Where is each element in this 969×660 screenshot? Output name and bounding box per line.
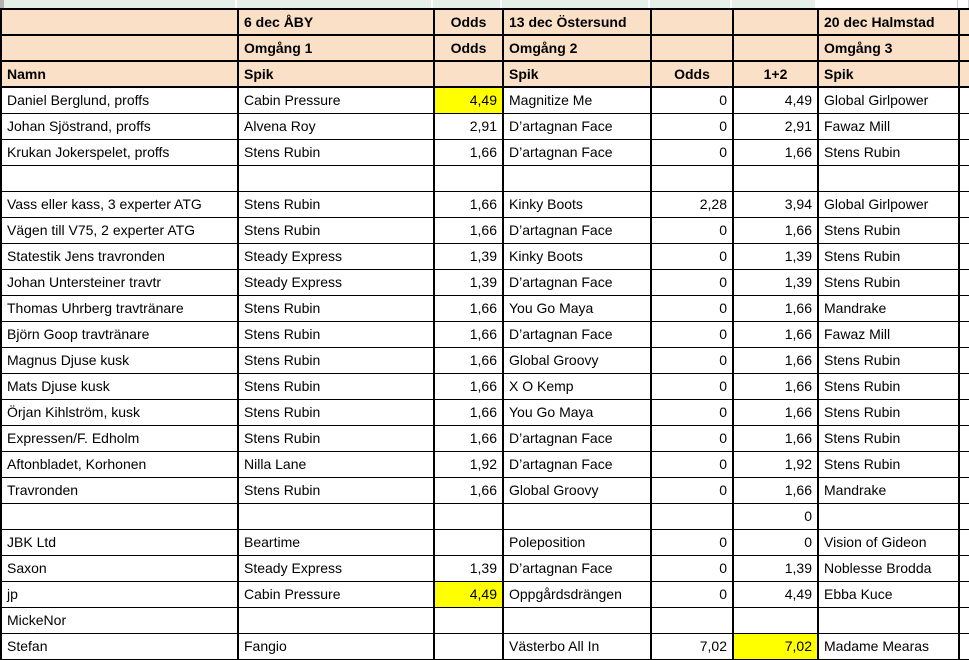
cell-odds-omgang1[interactable]: 1,66 xyxy=(434,373,503,399)
cell-odds-omgang1[interactable] xyxy=(434,607,503,633)
table-row xyxy=(1,373,969,399)
header-cell-spik2[interactable]: Spik xyxy=(503,61,651,87)
cell-namn[interactable]: Stefan xyxy=(1,633,238,659)
cell-namn[interactable]: JBK Ltd xyxy=(1,529,238,555)
header-cell-blank[interactable] xyxy=(1,9,238,35)
cell-spik-omgang3[interactable]: Stens Rubin xyxy=(818,451,959,477)
cell-spik-omgang1[interactable]: Stens Rubin xyxy=(238,139,434,165)
table-row xyxy=(1,321,969,347)
cell-spik-omgang2[interactable]: Kinky Boots xyxy=(503,243,651,269)
header-cell-round3-date[interactable]: 20 dec Halmstad xyxy=(818,9,959,35)
cell-spik-omgang3[interactable] xyxy=(818,165,959,191)
cell-spik-omgang2[interactable]: D’artagnan Face xyxy=(503,139,651,165)
cell-odds-omgang1[interactable]: 1,66 xyxy=(434,477,503,503)
cell-spik-omgang1[interactable]: Stens Rubin xyxy=(238,399,434,425)
cell-spik-omgang3[interactable]: Stens Rubin xyxy=(818,399,959,425)
cell-spik-omgang3[interactable]: Stens Rubin xyxy=(818,425,959,451)
cell-cutoff xyxy=(959,269,969,295)
cell-1plus2[interactable] xyxy=(733,607,818,633)
table-row xyxy=(1,243,969,269)
header-cell-blank[interactable] xyxy=(733,35,818,61)
cell-namn[interactable]: Vägen till V75, 2 experter ATG xyxy=(1,217,238,243)
cell-spik-omgang2[interactable]: Oppgårdsdrängen xyxy=(503,581,651,607)
cell-odds-omgang2[interactable]: 0 xyxy=(651,373,733,399)
header-cell-round3-label[interactable]: Omgång 3 xyxy=(818,35,959,61)
cell-spik-omgang1[interactable]: Steady Express xyxy=(238,243,434,269)
cell-spik-omgang2[interactable]: Poleposition xyxy=(503,529,651,555)
table-row xyxy=(1,581,969,607)
cell-cutoff xyxy=(959,139,969,165)
cell-spik-omgang3[interactable]: Stens Rubin xyxy=(818,217,959,243)
cell-odds-omgang1[interactable]: 1,66 xyxy=(434,295,503,321)
partial-cell xyxy=(237,0,433,8)
cell-spik-omgang1[interactable] xyxy=(238,607,434,633)
cell-spik-omgang1[interactable]: Nilla Lane xyxy=(238,451,434,477)
header-cell-round1-label[interactable]: Omgång 1 xyxy=(238,35,434,61)
cell-spik-omgang1[interactable]: Stens Rubin xyxy=(238,295,434,321)
table-row xyxy=(1,425,969,451)
cell-spik-omgang3[interactable]: Stens Rubin xyxy=(818,347,959,373)
cell-1plus2[interactable]: 1,39 xyxy=(733,269,818,295)
cell-spik-omgang2[interactable]: X O Kemp xyxy=(503,373,651,399)
cell-namn[interactable] xyxy=(1,165,238,191)
partial-cell xyxy=(4,0,237,8)
cell-cutoff xyxy=(959,451,969,477)
cell-odds-omgang2[interactable]: 0 xyxy=(651,269,733,295)
header-cell-round2-date[interactable]: 13 dec Östersund xyxy=(503,9,651,35)
cell-spik-omgang2[interactable] xyxy=(503,503,651,529)
cell-namn[interactable] xyxy=(1,503,238,529)
table-row xyxy=(1,269,969,295)
cell-odds-omgang2[interactable]: 0 xyxy=(651,295,733,321)
cell-spik-omgang3[interactable]: Stens Rubin xyxy=(818,139,959,165)
cell-cutoff xyxy=(959,633,969,659)
cell-spik-omgang3[interactable]: Madame Mearas xyxy=(818,633,959,659)
cell-spik-omgang2[interactable]: D’artagnan Face xyxy=(503,269,651,295)
cell-cutoff xyxy=(959,581,969,607)
cell-namn[interactable]: Travronden xyxy=(1,477,238,503)
betting-picks-table xyxy=(0,8,969,660)
cell-namn[interactable]: Daniel Berglund, proffs xyxy=(1,87,238,113)
cell-odds-omgang2[interactable] xyxy=(651,607,733,633)
cell-spik-omgang2[interactable]: D’artagnan Face xyxy=(503,555,651,581)
cell-namn[interactable]: Saxon xyxy=(1,555,238,581)
cell-spik-omgang2[interactable]: D’artagnan Face xyxy=(503,321,651,347)
cell-namn[interactable]: Magnus Djuse kusk xyxy=(1,347,238,373)
cell-spik-omgang3[interactable]: Noblesse Brodda xyxy=(818,555,959,581)
header-cell-round2-label[interactable]: Omgång 2 xyxy=(503,35,651,61)
partial-row-above xyxy=(0,0,969,8)
cell-1plus2[interactable]: 1,66 xyxy=(733,373,818,399)
table-row xyxy=(1,191,969,217)
cell-spik-omgang1[interactable]: Cabin Pressure xyxy=(238,581,434,607)
cell-odds-omgang2[interactable] xyxy=(651,165,733,191)
cell-namn[interactable]: Mats Djuse kusk xyxy=(1,373,238,399)
header-cell-blank[interactable] xyxy=(651,35,733,61)
cell-spik-omgang3[interactable]: Global Girlpower xyxy=(818,87,959,113)
cell-spik-omgang3[interactable]: Ebba Kuce xyxy=(818,581,959,607)
header-cell-odds[interactable]: Odds xyxy=(434,9,503,35)
cell-odds-omgang1[interactable] xyxy=(434,633,503,659)
cell-cutoff xyxy=(959,425,969,451)
table-row xyxy=(1,451,969,477)
table-row xyxy=(1,477,969,503)
cell-spik-omgang2[interactable]: Global Groovy xyxy=(503,347,651,373)
header-cell-blank[interactable] xyxy=(651,9,733,35)
cell-odds-omgang2[interactable]: 0 xyxy=(651,217,733,243)
cell-namn[interactable]: Björn Goop travtränare xyxy=(1,321,238,347)
cell-spik-omgang1[interactable]: Stens Rubin xyxy=(238,217,434,243)
header-cell-odds[interactable]: Odds xyxy=(434,35,503,61)
cell-cutoff xyxy=(959,87,969,113)
cell-namn[interactable]: Johan Sjöstrand, proffs xyxy=(1,113,238,139)
cell-cutoff xyxy=(959,373,969,399)
cell-odds-omgang2[interactable]: 0 xyxy=(651,113,733,139)
cell-namn[interactable]: Expressen/F. Edholm xyxy=(1,425,238,451)
cell-1plus2[interactable]: 1,66 xyxy=(733,217,818,243)
cell-spik-omgang2[interactable] xyxy=(503,165,651,191)
cell-spik-omgang2[interactable]: Magnitize Me xyxy=(503,87,651,113)
cell-spik-omgang2[interactable]: D’artagnan Face xyxy=(503,425,651,451)
cell-1plus2[interactable]: 3,94 xyxy=(733,191,818,217)
cell-odds-omgang2[interactable]: 0 xyxy=(651,581,733,607)
cell-odds-omgang1[interactable]: 1,66 xyxy=(434,425,503,451)
cell-odds-omgang1[interactable]: 1,66 xyxy=(434,321,503,347)
cell-spik-omgang2[interactable]: You Go Maya xyxy=(503,295,651,321)
cell-1plus2[interactable]: 2,91 xyxy=(733,113,818,139)
cell-spik-omgang1[interactable]: Beartime xyxy=(238,529,434,555)
partial-cell xyxy=(433,0,502,8)
cell-spik-omgang1[interactable] xyxy=(238,503,434,529)
cell-namn[interactable]: Statestik Jens travronden xyxy=(1,243,238,269)
cell-spik-omgang1[interactable]: Steady Express xyxy=(238,269,434,295)
cell-spik-omgang2[interactable]: D’artagnan Face xyxy=(503,217,651,243)
cell-spik-omgang3[interactable]: Global Girlpower xyxy=(818,191,959,217)
cell-cutoff xyxy=(959,347,969,373)
cell-spik-omgang1[interactable]: Alvena Roy xyxy=(238,113,434,139)
cell-odds-omgang2[interactable]: 0 xyxy=(651,477,733,503)
cell-1plus2[interactable]: 0 xyxy=(733,529,818,555)
cell-cutoff xyxy=(959,165,969,191)
cell-odds-omgang1[interactable]: 4,49 xyxy=(434,581,503,607)
cell-spik-omgang3[interactable]: Stens Rubin xyxy=(818,269,959,295)
cell-cutoff xyxy=(959,477,969,503)
cell-namn[interactable]: Krukan Jokerspelet, proffs xyxy=(1,139,238,165)
cell-odds-omgang1[interactable]: 1,66 xyxy=(434,347,503,373)
table-row xyxy=(1,113,969,139)
cell-spik-omgang3[interactable]: Fawaz Mill xyxy=(818,321,959,347)
cell-spik-omgang3[interactable] xyxy=(818,607,959,633)
cell-namn[interactable]: Vass eller kass, 3 experter ATG xyxy=(1,191,238,217)
cell-spik-omgang3[interactable]: Mandrake xyxy=(818,295,959,321)
cell-odds-omgang1[interactable]: 1,66 xyxy=(434,191,503,217)
cell-spik-omgang1[interactable]: Stens Rubin xyxy=(238,373,434,399)
cell-1plus2[interactable]: 1,39 xyxy=(733,555,818,581)
cell-1plus2[interactable]: 1,39 xyxy=(733,243,818,269)
header-cell-cutoff xyxy=(959,61,969,87)
cell-1plus2[interactable]: 1,66 xyxy=(733,295,818,321)
cell-odds-omgang2[interactable]: 0 xyxy=(651,425,733,451)
table-row xyxy=(1,555,969,581)
cell-odds-omgang2[interactable]: 0 xyxy=(651,243,733,269)
cell-spik-omgang2[interactable]: D’artagnan Face xyxy=(503,451,651,477)
cell-spik-omgang2[interactable]: Västerbo All In xyxy=(503,633,651,659)
cell-spik-omgang1[interactable]: Stens Rubin xyxy=(238,425,434,451)
cell-spik-omgang1[interactable]: Fangio xyxy=(238,633,434,659)
cell-namn[interactable]: MickeNor xyxy=(1,607,238,633)
cell-1plus2[interactable]: 0 xyxy=(733,503,818,529)
table-row xyxy=(1,347,969,373)
table-row xyxy=(1,139,969,165)
cell-cutoff xyxy=(959,607,969,633)
header-cell-cutoff xyxy=(959,35,969,61)
cell-odds-omgang2[interactable]: 0 xyxy=(651,555,733,581)
header-cell-spik3[interactable]: Spik xyxy=(818,61,959,87)
table-row xyxy=(1,217,969,243)
partial-cell xyxy=(817,0,958,8)
cell-spik-omgang1[interactable]: Cabin Pressure xyxy=(238,87,434,113)
cell-cutoff xyxy=(959,295,969,321)
cell-odds-omgang1[interactable]: 1,66 xyxy=(434,217,503,243)
partial-cell xyxy=(732,0,817,8)
cell-spik-omgang2[interactable]: Global Groovy xyxy=(503,477,651,503)
cell-cutoff xyxy=(959,529,969,555)
cell-odds-omgang1[interactable]: 4,49 xyxy=(434,87,503,113)
cell-1plus2[interactable]: 1,92 xyxy=(733,451,818,477)
cell-odds-omgang1[interactable]: 1,66 xyxy=(434,139,503,165)
cell-1plus2[interactable]: 4,49 xyxy=(733,87,818,113)
header-cell-cutoff xyxy=(959,9,969,35)
cell-1plus2[interactable]: 1,66 xyxy=(733,347,818,373)
cell-odds-omgang2[interactable]: 0 xyxy=(651,321,733,347)
cell-spik-omgang1[interactable]: Stens Rubin xyxy=(238,477,434,503)
header-row-columns xyxy=(1,61,969,87)
cell-cutoff xyxy=(959,399,969,425)
cell-spik-omgang3[interactable]: Stens Rubin xyxy=(818,243,959,269)
cell-cutoff xyxy=(959,321,969,347)
header-cell-odds2[interactable]: Odds xyxy=(651,61,733,87)
cell-cutoff xyxy=(959,217,969,243)
cell-1plus2[interactable]: 7,02 xyxy=(733,633,818,659)
cell-1plus2[interactable]: 1,66 xyxy=(733,321,818,347)
cell-spik-omgang2[interactable]: Kinky Boots xyxy=(503,191,651,217)
cell-odds-omgang2[interactable]: 0 xyxy=(651,451,733,477)
cell-spik-omgang3[interactable] xyxy=(818,503,959,529)
header-cell-blank[interactable] xyxy=(733,9,818,35)
cell-odds-omgang1[interactable] xyxy=(434,503,503,529)
cell-1plus2[interactable] xyxy=(733,165,818,191)
table-row xyxy=(1,295,969,321)
table-row xyxy=(1,633,969,659)
cell-odds-omgang1[interactable] xyxy=(434,165,503,191)
cell-cutoff xyxy=(959,113,969,139)
partial-cell xyxy=(650,0,732,8)
cell-odds-omgang2[interactable]: 0 xyxy=(651,139,733,165)
header-cell-spik1[interactable]: Spik xyxy=(238,61,434,87)
cell-1plus2[interactable]: 4,49 xyxy=(733,581,818,607)
cell-namn[interactable]: Örjan Kihlström, kusk xyxy=(1,399,238,425)
cell-odds-omgang1[interactable]: 1,39 xyxy=(434,243,503,269)
cell-spik-omgang3[interactable]: Vision of Gideon xyxy=(818,529,959,555)
cell-1plus2[interactable]: 1,66 xyxy=(733,399,818,425)
cell-cutoff xyxy=(959,503,969,529)
header-cell-blank[interactable] xyxy=(434,61,503,87)
cell-odds-omgang2[interactable]: 0 xyxy=(651,399,733,425)
cell-cutoff xyxy=(959,243,969,269)
cell-odds-omgang2[interactable] xyxy=(651,503,733,529)
cell-odds-omgang1[interactable]: 2,91 xyxy=(434,113,503,139)
cell-cutoff xyxy=(959,555,969,581)
cell-odds-omgang1[interactable]: 1,39 xyxy=(434,269,503,295)
cell-odds-omgang1[interactable]: 1,92 xyxy=(434,451,503,477)
header-row-rounds xyxy=(1,35,969,61)
cell-odds-omgang1[interactable] xyxy=(434,529,503,555)
cell-spik-omgang3[interactable]: Stens Rubin xyxy=(818,373,959,399)
cell-namn[interactable]: jp xyxy=(1,581,238,607)
cell-odds-omgang2[interactable]: 0 xyxy=(651,347,733,373)
cell-spik-omgang1[interactable] xyxy=(238,165,434,191)
cell-odds-omgang2[interactable]: 0 xyxy=(651,87,733,113)
cell-spik-omgang1[interactable]: Stens Rubin xyxy=(238,321,434,347)
cell-odds-omgang2[interactable]: 7,02 xyxy=(651,633,733,659)
cell-odds-omgang1[interactable]: 1,66 xyxy=(434,399,503,425)
table-row xyxy=(1,165,969,191)
table-row xyxy=(1,529,969,555)
header-cell-1plus2[interactable]: 1+2 xyxy=(733,61,818,87)
cell-spik-omgang3[interactable]: Mandrake xyxy=(818,477,959,503)
table-row xyxy=(1,607,969,633)
cell-odds-omgang2[interactable]: 0 xyxy=(651,529,733,555)
cell-spik-omgang2[interactable] xyxy=(503,607,651,633)
header-cell-round1-date[interactable]: 6 dec ÅBY xyxy=(238,9,434,35)
cell-namn[interactable]: Aftonbladet, Korhonen xyxy=(1,451,238,477)
cell-spik-omgang2[interactable]: You Go Maya xyxy=(503,399,651,425)
table-row xyxy=(1,87,969,113)
cell-spik-omgang3[interactable]: Fawaz Mill xyxy=(818,113,959,139)
cell-namn[interactable]: Johan Untersteiner travtr xyxy=(1,269,238,295)
cell-namn[interactable]: Thomas Uhrberg travtränare xyxy=(1,295,238,321)
cell-spik-omgang1[interactable]: Stens Rubin xyxy=(238,347,434,373)
cell-cutoff xyxy=(959,191,969,217)
cell-spik-omgang1[interactable]: Steady Express xyxy=(238,555,434,581)
cell-1plus2[interactable]: 1,66 xyxy=(733,425,818,451)
partial-cell xyxy=(502,0,650,8)
cell-odds-omgang1[interactable]: 1,39 xyxy=(434,555,503,581)
partial-cell xyxy=(958,0,969,8)
cell-1plus2[interactable]: 1,66 xyxy=(733,139,818,165)
cell-1plus2[interactable]: 1,66 xyxy=(733,477,818,503)
table-row xyxy=(1,503,969,529)
header-cell-blank[interactable] xyxy=(1,35,238,61)
header-row-dates xyxy=(1,9,969,35)
cell-spik-omgang2[interactable]: D’artagnan Face xyxy=(503,113,651,139)
table-row xyxy=(1,399,969,425)
header-cell-namn[interactable]: Namn xyxy=(1,61,238,87)
cell-spik-omgang1[interactable]: Stens Rubin xyxy=(238,191,434,217)
cell-odds-omgang2[interactable]: 2,28 xyxy=(651,191,733,217)
